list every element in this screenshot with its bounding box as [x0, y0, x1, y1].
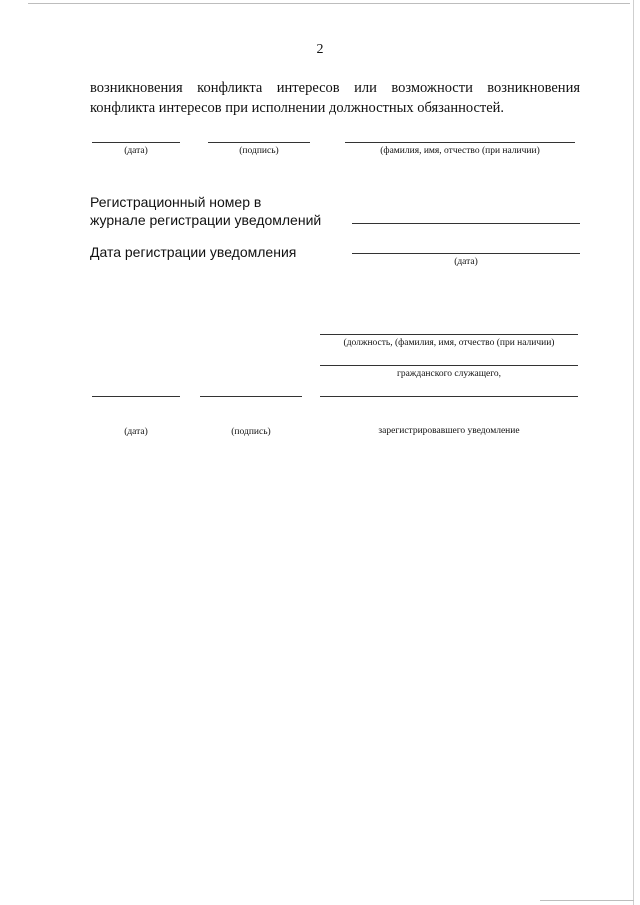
signature-caption-2: (подпись) — [231, 427, 271, 437]
registration-number-line — [352, 223, 580, 224]
paragraph-line-1: возникновения конфликта интересов или возможности возникновения — [90, 80, 580, 96]
page-number: 2 — [316, 42, 324, 57]
scan-edge-right — [633, 0, 634, 905]
body-paragraph — [90, 78, 580, 118]
signature-line-2 — [200, 396, 302, 397]
date-caption-2: (дата) — [124, 427, 148, 437]
registered-notification-caption: зарегистрировавшего уведомление — [378, 426, 520, 436]
signature-caption-1: (подпись) — [239, 146, 279, 156]
full-name-caption-1: (фамилия, имя, отчество (при наличии) — [380, 146, 540, 156]
registrar-position-caption: (должность, (фамилия, имя, отчество (при наличии) — [343, 338, 555, 348]
civil-servant-caption: гражданского служащего, — [396, 369, 502, 379]
registrar-name-line — [320, 365, 578, 366]
registration-number-label-line-2: журнале регистрации уведомлений — [90, 212, 322, 228]
registration-date-label: Дата регистрации уведомления — [90, 244, 297, 260]
registration-date-caption: (дата) — [454, 257, 478, 267]
registrar-position-line — [320, 334, 578, 335]
full-name-line-1 — [345, 142, 575, 143]
date-line-2 — [92, 396, 180, 397]
registrar-signature-line — [320, 396, 578, 397]
date-line-1 — [92, 142, 180, 143]
paragraph-line-2: конфликта интересов при исполнении должностных обязанностей. — [90, 100, 505, 116]
registration-number-label-line-1: Регистрационный номер в — [90, 194, 262, 210]
scan-edge-top — [28, 3, 630, 4]
signature-line-1 — [208, 142, 310, 143]
scan-edge-bottom — [540, 900, 634, 901]
registration-date-line — [352, 253, 580, 254]
date-caption-1: (дата) — [124, 146, 148, 156]
